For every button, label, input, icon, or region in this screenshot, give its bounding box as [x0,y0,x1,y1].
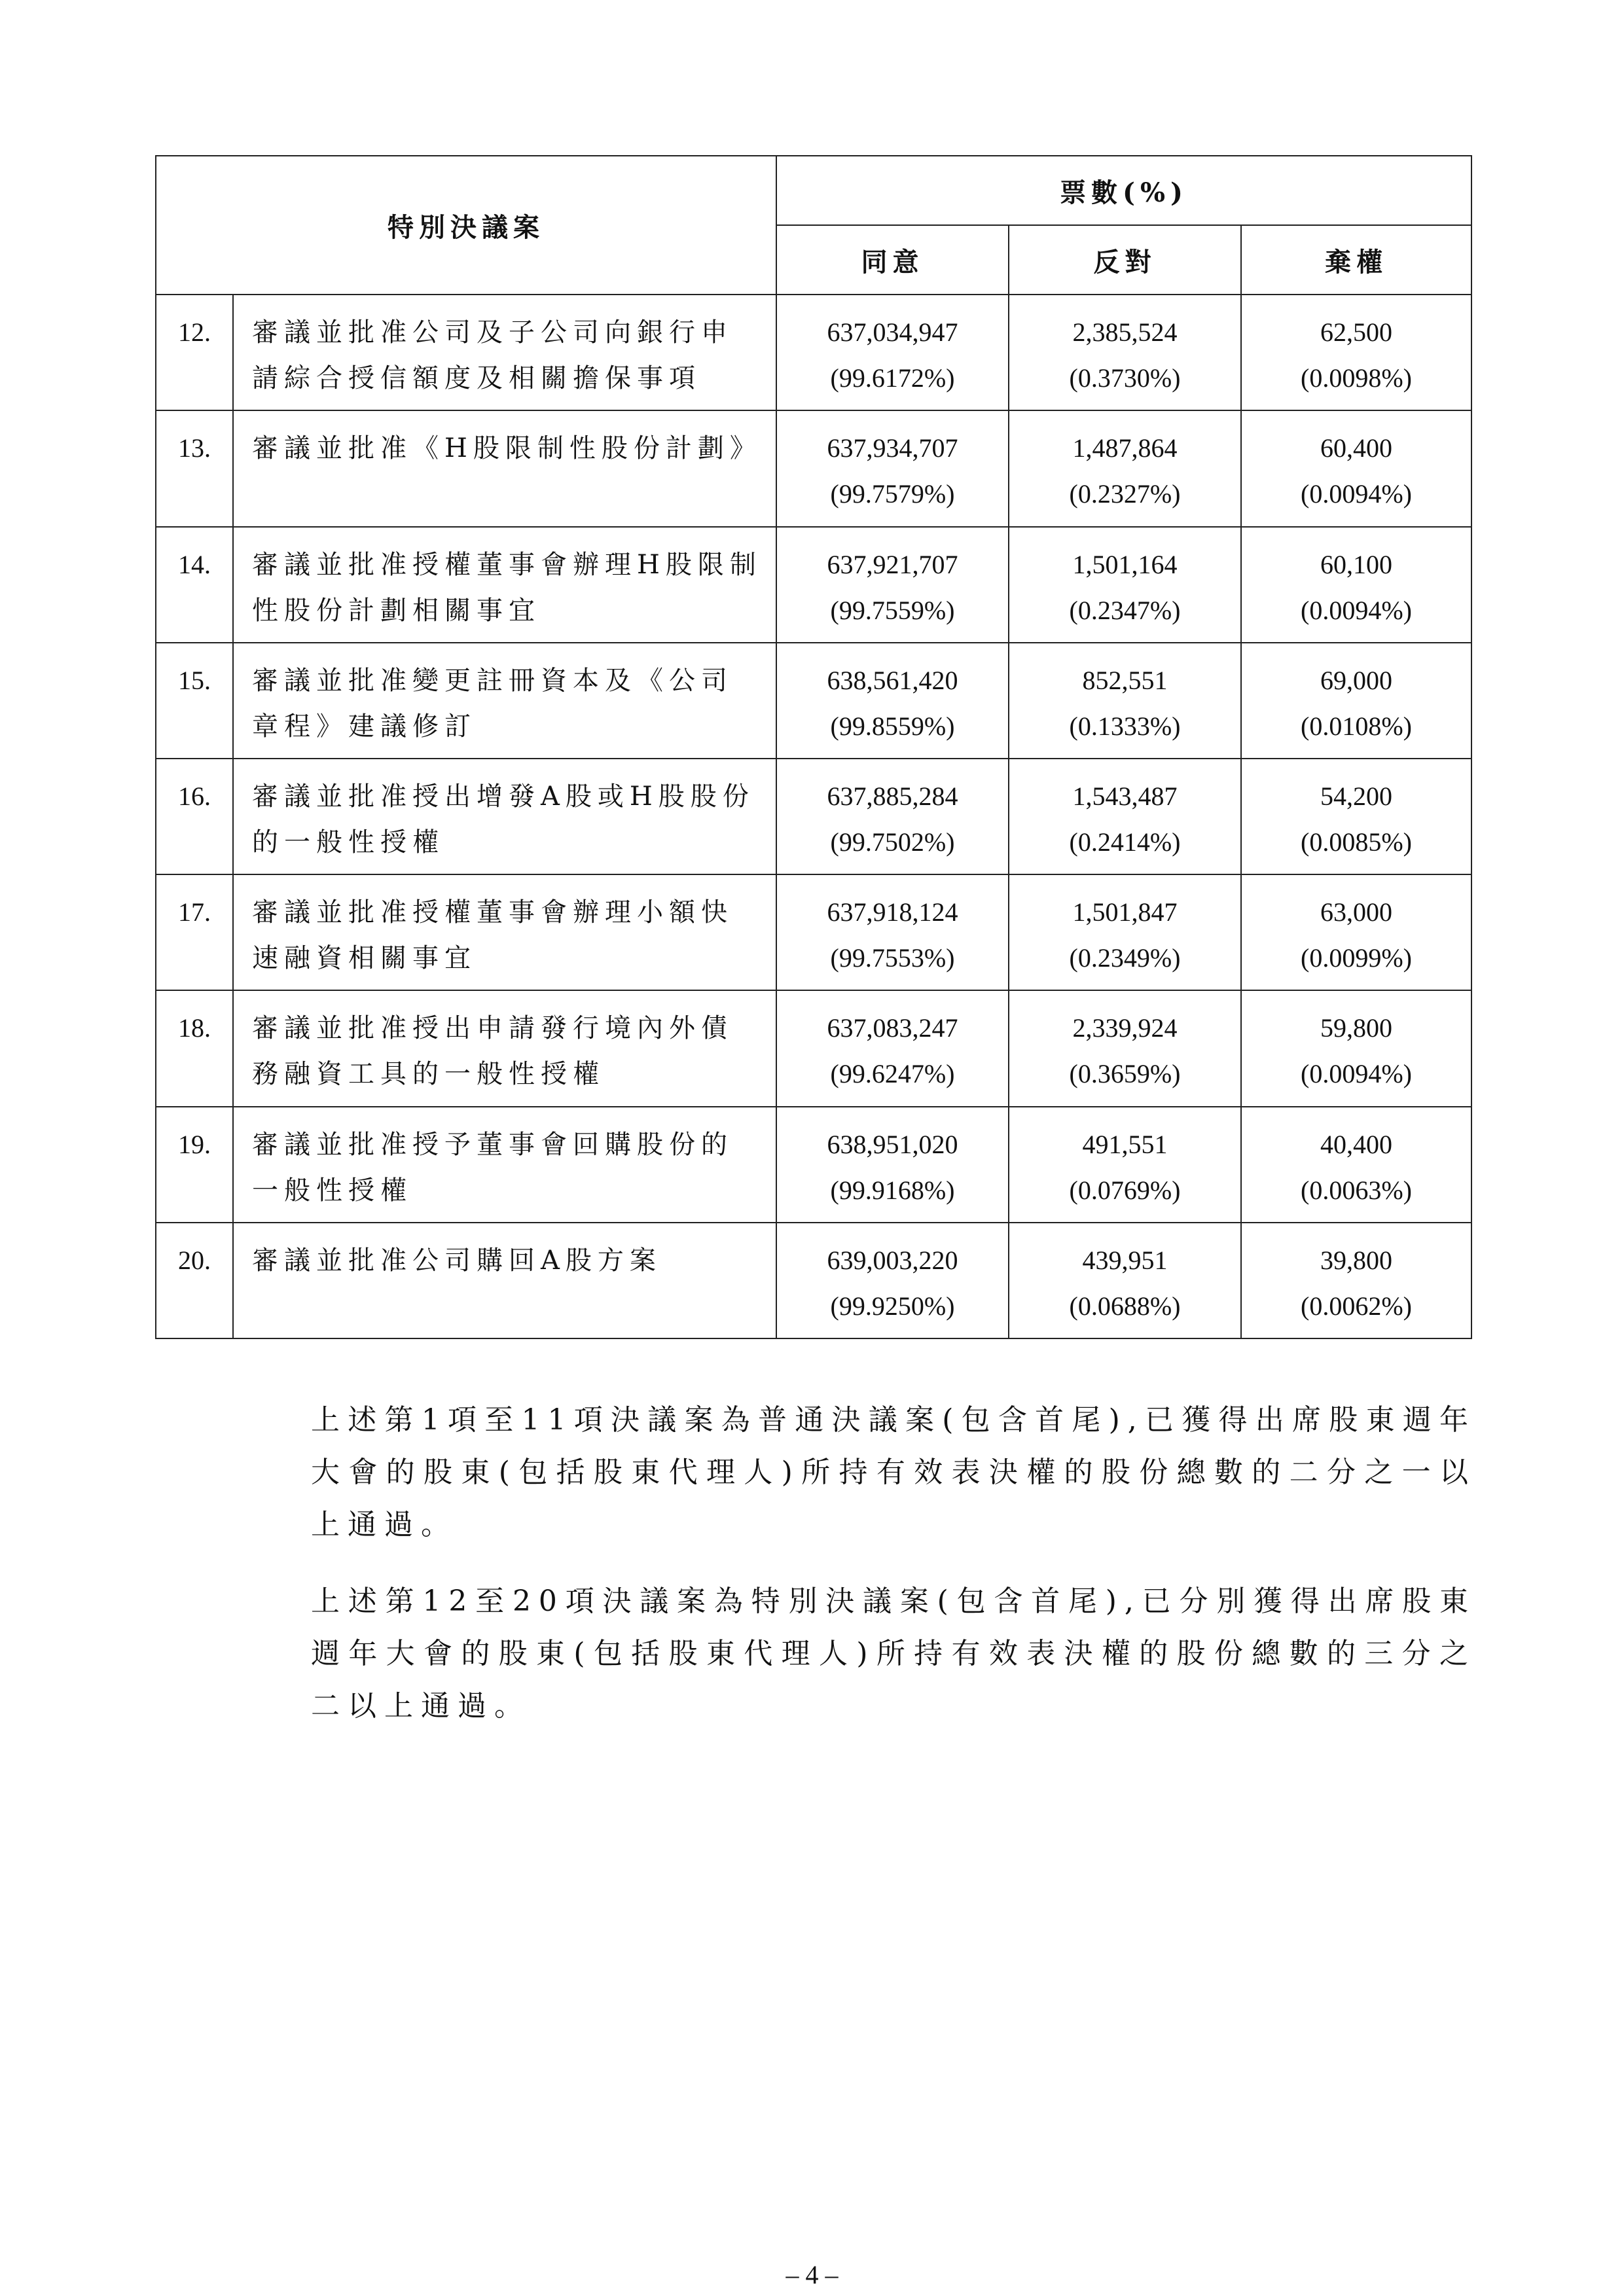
votes-against-cell [1009,759,1241,874]
votes-abstain-count: 59,800 [1320,1013,1392,1043]
table-row [156,527,1471,643]
table-row [156,643,1471,759]
resolution-title: 審議並批准變更註冊資本及《公司章程》建議修訂 [233,643,776,759]
votes-for-count: 639,003,220 [827,1245,958,1275]
votes-against-percent: (0.2347%) [1069,595,1181,625]
header-votes: 票數(%) [776,156,1471,225]
votes-against-cell [1009,295,1241,410]
votes-abstain-cell [1241,643,1471,759]
votes-against-cell [1009,874,1241,990]
row-number: 14. [156,527,233,643]
resolution-title: 審議並批准授出增發A股或H股股份的一般性授權 [233,759,776,874]
votes-abstain-cell [1241,874,1471,990]
votes-against-cell [1009,527,1241,643]
votes-for-percent: (99.9168%) [830,1175,955,1205]
votes-for-count: 637,918,124 [827,897,958,927]
row-number: 19. [156,1107,233,1223]
votes-for-percent: (99.8559%) [830,711,955,741]
votes-for-cell [776,295,1009,410]
row-number: 16. [156,759,233,874]
table-row [156,1107,1471,1223]
header-for: 同意 [776,225,1009,295]
votes-abstain-count: 60,400 [1320,433,1392,463]
votes-abstain-percent: (0.0099%) [1301,943,1412,973]
table-body [156,156,1471,1338]
votes-abstain-count: 60,100 [1320,549,1392,579]
resolution-title: 審議並批准公司及子公司向銀行申請綜合授信額度及相關擔保事項 [233,295,776,410]
votes-against-count: 852,551 [1082,665,1168,695]
row-number: 15. [156,643,233,759]
votes-against-count: 1,501,847 [1072,897,1178,927]
table-row [156,1223,1471,1338]
votes-abstain-count: 63,000 [1320,897,1392,927]
votes-for-percent: (99.7553%) [830,943,955,973]
votes-for-percent: (99.6247%) [830,1059,955,1089]
votes-for-count: 637,921,707 [827,549,958,579]
votes-against-cell [1009,1107,1241,1223]
page-number: – 4 – [785,2260,839,2289]
votes-for-percent: (99.7502%) [830,827,955,857]
votes-abstain-percent: (0.0094%) [1301,595,1412,625]
row-number: 12. [156,295,233,410]
votes-against-percent: (0.0688%) [1069,1291,1181,1321]
resolution-title: 審議並批准授權董事會辦理H股限制性股份計劃相關事宜 [233,527,776,643]
votes-abstain-count: 62,500 [1320,317,1392,348]
votes-abstain-percent: (0.0063%) [1301,1175,1412,1205]
votes-against-percent: (0.3730%) [1069,363,1181,393]
votes-for-cell [776,1223,1009,1338]
votes-for-percent: (99.7559%) [830,595,955,625]
votes-against-cell [1009,990,1241,1106]
resolution-title: 審議並批准授出申請發行境內外債務融資工具的一般性授權 [233,990,776,1106]
resolution-title: 審議並批准公司購回A股方案 [233,1223,776,1338]
votes-abstain-cell [1241,759,1471,874]
votes-abstain-percent: (0.0094%) [1301,479,1412,509]
votes-abstain-count: 39,800 [1320,1245,1392,1275]
header-against: 反對 [1009,225,1241,295]
votes-for-cell [776,527,1009,643]
votes-abstain-percent: (0.0085%) [1301,827,1412,857]
table-row [156,874,1471,990]
table-row [156,759,1471,874]
votes-against-percent: (0.2414%) [1069,827,1181,857]
votes-for-percent: (99.6172%) [830,363,955,393]
votes-for-cell [776,990,1009,1106]
votes-for-cell [776,643,1009,759]
votes-abstain-percent: (0.0094%) [1301,1059,1412,1089]
resolution-title: 審議並批准授予董事會回購股份的一般性授權 [233,1107,776,1223]
votes-against-count: 491,551 [1082,1129,1168,1159]
votes-against-cell [1009,410,1241,526]
header-abstain: 棄權 [1241,225,1471,295]
votes-abstain-cell [1241,1107,1471,1223]
row-number: 13. [156,410,233,526]
votes-abstain-percent: (0.0108%) [1301,711,1412,741]
votes-against-percent: (0.0769%) [1069,1175,1181,1205]
votes-for-count: 637,934,707 [827,433,958,463]
votes-abstain-cell [1241,990,1471,1106]
table-row [156,295,1471,410]
votes-abstain-cell [1241,295,1471,410]
votes-against-count: 2,385,524 [1072,317,1178,348]
row-number: 17. [156,874,233,990]
votes-against-count: 439,951 [1082,1245,1168,1275]
votes-abstain-count: 54,200 [1320,781,1392,811]
special-resolutions-table [155,155,1472,1339]
votes-for-count: 637,083,247 [827,1013,958,1043]
votes-abstain-count: 69,000 [1320,665,1392,695]
votes-for-count: 637,885,284 [827,781,958,811]
votes-for-count: 637,034,947 [827,317,958,348]
row-number: 20. [156,1223,233,1338]
votes-against-count: 1,543,487 [1072,781,1178,811]
votes-for-count: 638,951,020 [827,1129,958,1159]
votes-for-cell [776,874,1009,990]
header-resolution: 特別決議案 [156,156,776,295]
votes-against-percent: (0.3659%) [1069,1059,1181,1089]
votes-against-cell [1009,643,1241,759]
votes-for-cell [776,759,1009,874]
votes-against-count: 1,487,864 [1072,433,1178,463]
resolution-title: 審議並批准《H股限制性股份計劃》 [233,410,776,526]
votes-against-count: 2,339,924 [1072,1013,1178,1043]
votes-against-percent: (0.2349%) [1069,943,1181,973]
votes-abstain-cell [1241,410,1471,526]
paragraph-special-resolutions: 上述第12至20項決議案為特別決議案(包含首尾),已分別獲得出席股東週年大會的股東(包括股東代理人)所持有效表決權的股份總數的三分之二以上通過。 [311,1585,1476,1723]
votes-abstain-percent: (0.0098%) [1301,363,1412,393]
votes-against-cell [1009,1223,1241,1338]
votes-for-cell [776,410,1009,526]
resolution-title: 審議並批准授權董事會辦理小額快速融資相關事宜 [233,874,776,990]
votes-for-percent: (99.7579%) [830,479,955,509]
paragraph-ordinary-resolutions: 上述第1項至11項決議案為普通決議案(包含首尾),已獲得出席股東週年大會的股東(包括股東代理人)所持有效表決權的股份總數的二分之一以上通過。 [311,1403,1476,1541]
table-row [156,410,1471,526]
votes-abstain-cell [1241,527,1471,643]
votes-against-count: 1,501,164 [1072,549,1178,579]
votes-for-count: 638,561,420 [827,665,958,695]
votes-for-cell [776,1107,1009,1223]
votes-abstain-count: 40,400 [1320,1129,1392,1159]
table-row [156,990,1471,1106]
row-number: 18. [156,990,233,1106]
votes-against-percent: (0.2327%) [1069,479,1181,509]
votes-abstain-percent: (0.0062%) [1301,1291,1412,1321]
votes-for-percent: (99.9250%) [830,1291,955,1321]
votes-against-percent: (0.1333%) [1069,711,1181,741]
votes-abstain-cell [1241,1223,1471,1338]
